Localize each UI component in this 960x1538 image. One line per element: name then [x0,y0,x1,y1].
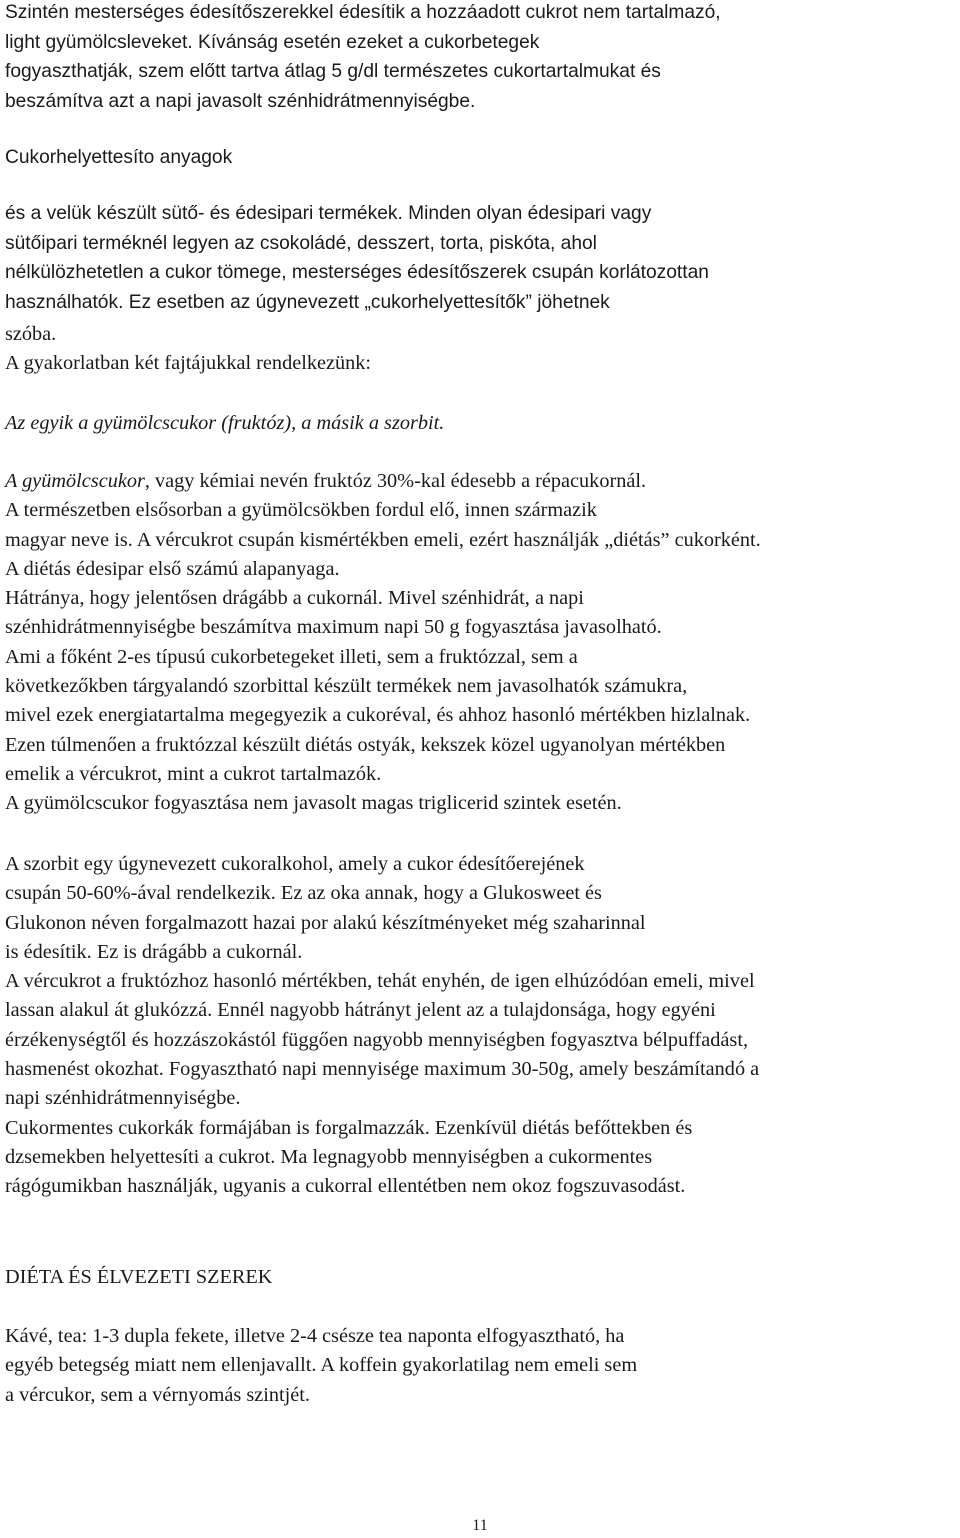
page-number: 11 [472,1517,488,1534]
text-line: használhatók. Ez esetben az úgynevezett „cukorhelyettesítők” jöhetnek [5,291,610,313]
text-line: Cukormentes cukorkák formájában is forgalmazzák. Ezenkívül diétás befőttekben és [5,1116,693,1139]
sweetener-types-line [5,409,957,438]
text-line: emelik a vércukrot, mint a cukrot tartalmazók. [5,762,382,785]
text-line: A természetben elsősorban a gyümölcsökben fordul elő, innen származik [5,499,597,522]
fructose-first-rest: , vagy kémiai nevén fruktóz 30%-kal édesebb a répacukornál. [144,470,647,492]
sorbitol-paragraph [5,850,957,1202]
text-line: mivel ezek energiatartalma megegyezik a cukoréval, és ahhoz hasonló mértékben hizlalnak. [5,704,751,727]
section-heading-sweeteners [5,143,957,173]
text-line: light gyümölcsleveket. Kívánság esetén ezeket a cukorbetegek [5,31,540,53]
text-line: nélkülözhetetlen a cukor tömege, mesterséges édesítőszerek csupán korlátozottan [5,262,709,283]
text-line: érzékenységtől és hozzászokástól függően nagyobb mennyiségben fogyasztva bélpuffadást, [5,1028,749,1051]
text-line: Hátránya, hogy jelentősen drágább a cukornál. Mivel szénhidrát, a napi [5,587,584,610]
text-line: Az egyik a gyümölcscukor (fruktóz), a másik a szorbit. [5,412,445,434]
text-line: és a velük készült sütő- és édesipari termékek. Minden olyan édesipari vagy [5,203,652,224]
text-line: napi szénhidrátmennyiségbe. [5,1087,241,1110]
text-line: beszámítva azt a napi javasolt szénhidrátmennyiségbe. [5,90,476,112]
text-line: következőkben tárgyalandó szorbittal készült termékek nem javasolhatók számukra, [5,675,688,698]
text-line: A vércukrot a fruktózhoz hasonló mértékben, tehát enyhén, de igen elhúzódóan emeli, mivel [5,970,755,993]
sweeteners-paragraph-lead [5,199,957,317]
sweeteners-paragraph-tail [5,320,957,379]
text-line: Ezen túlmenően a fruktózzal készült diétás ostyák, kekszek közel ugyanolyan mértékben [5,733,726,756]
section-heading-diet-stimulants [5,1263,957,1292]
text-line: a vércukor, sem a vérnyomás szintjét. [5,1383,310,1406]
text-line: csupán 50-60%-ával rendelkezik. Ez az oka annak, hogy a Glukosweet és [5,882,602,905]
fructose-term: A gyümölcscukor [5,470,145,492]
heading-text: Cukorhelyettesíto anyagok [5,147,233,168]
text-line: dzsemekben helyettesíti a cukrot. Ma legnagyobb mennyiségben a cukormentes [5,1145,653,1168]
text-line: Szintén mesterséges édesítőszerekkel édesítik a hozzáadott cukrot nem tartalmazó, [5,2,721,23]
heading-text: DIÉTA ÉS ÉLVEZETI SZEREK [5,1266,273,1288]
text-line: Glukonon néven forgalmazott hazai por alakú készítményeket még szaharinnal [5,911,646,934]
text-line: egyéb betegség miatt nem ellenjavallt. A koffein gyakorlatilag nem emeli sem [5,1354,638,1377]
text-line [5,467,957,496]
text-line: szénhidrátmennyiségbe beszámítva maximum napi 50 g fogyasztása javasolható. [5,616,662,639]
text-line: szóba. [5,323,57,345]
text-line: lassan alakul át glukózzá. Ennél nagyobb hátrányt jelent az a tulajdonsága, hogy egyéni [5,999,716,1022]
intro-paragraph [5,0,957,116]
text-line: A gyümölcscukor fogyasztása nem javasolt magas triglicerid szintek esetén. [5,792,622,815]
text-line: A gyakorlatban két fajtájukkal rendelkezünk: [5,352,372,375]
text-line: A szorbit egy úgynevezett cukoralkohol, amely a cukor édesítőerejének [5,853,585,875]
text-line: Kávé, tea: 1-3 dupla fekete, illetve 2-4 csésze tea naponta elfogyasztható, ha [5,1325,625,1347]
text-line: hasmenést okozhat. Fogyasztható napi mennyisége maximum 30-50g, amely beszámítandó a [5,1058,760,1081]
text-line: fogyaszthatják, szem előtt tartva átlag 5 g/dl természetes cukortartalmukat és [5,61,661,82]
text-line: A diétás édesipar első számú alapanyaga. [5,557,340,580]
text-line: magyar neve is. A vércukrot csupán kismértékben emeli, ezért használják „diétás” cukorként. [5,528,761,551]
text-line: rágógumikban használják, ugyanis a cukorral ellentétben nem okoz fogszuvasodást. [5,1175,686,1198]
text-line: Ami a főként 2-es típusú cukorbetegeket illeti, sem a fruktózzal, sem a [5,645,578,668]
text-line: sütőipari terméknél legyen az csokoládé, desszert, torta, piskóta, ahol [5,232,597,254]
fructose-paragraph [5,467,957,819]
text-line: is édesítik. Ez is drágább a cukornál. [5,940,303,963]
coffee-tea-paragraph [5,1322,957,1410]
